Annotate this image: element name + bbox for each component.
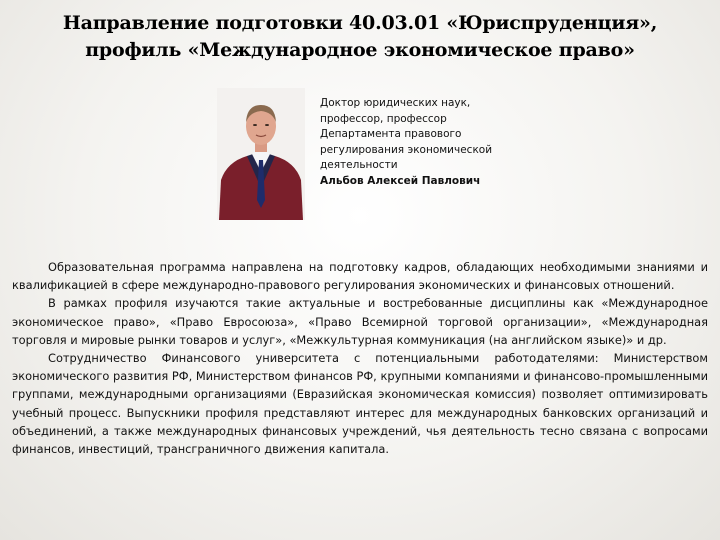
- paragraph-program-goal: Образовательная программа направлена на подготовку кадров, обладающих необходимыми знаниями и квалификацией в сфере международно-правового регулирования экономических и финансовых отношений.: [12, 260, 708, 293]
- program-description: [12, 258, 708, 458]
- page-title: [20, 10, 700, 64]
- paragraph-disciplines: В рамках профиля изучаются такие актуальные и востребованные дисциплины как «Международное экономическое право», «Право Евросоюза», «Право Всемирной торговой организации», «Международная торговля и мировые рынки товаров и услуг», «Межкультурная коммуникация (на английском языке)» и др.: [12, 296, 708, 347]
- bio-line-2: профессор, профессор: [320, 112, 447, 125]
- title-line-1: Направление подготовки 40.03.01 «Юриспруденция»,: [62, 12, 658, 34]
- professor-photo: [217, 88, 305, 220]
- title-line-2: профиль «Международное экономическое право»: [85, 39, 635, 61]
- portrait-image: [217, 88, 305, 220]
- bio-line-5: деятельности: [320, 159, 398, 171]
- bio-line-3: Департамента правового: [320, 128, 462, 140]
- paragraph-cooperation: Сотрудничество Финансового университета с потенциальными работодателями: Министерством экономического развития РФ, Министерством финансов РФ, крупными компаниями и финансово-промышленными группами, международными организациями (Евразийская экономическая комиссия) позволяет оптимизировать учебный процесс. Выпускники профиля представляют интерес для международных банковских организаций и объединений, а также международных финансовых учреждений, чья деятельность тесно связана с вопросами финансов, инвестиций, трансграничного движения капитала.: [12, 351, 708, 457]
- bio-line-4: регулирования экономической: [320, 143, 493, 156]
- professor-name: Альбов Алексей Павлович: [320, 174, 481, 187]
- bio-line-1: Доктор юридических наук,: [320, 97, 471, 109]
- professor-bio: [320, 96, 520, 189]
